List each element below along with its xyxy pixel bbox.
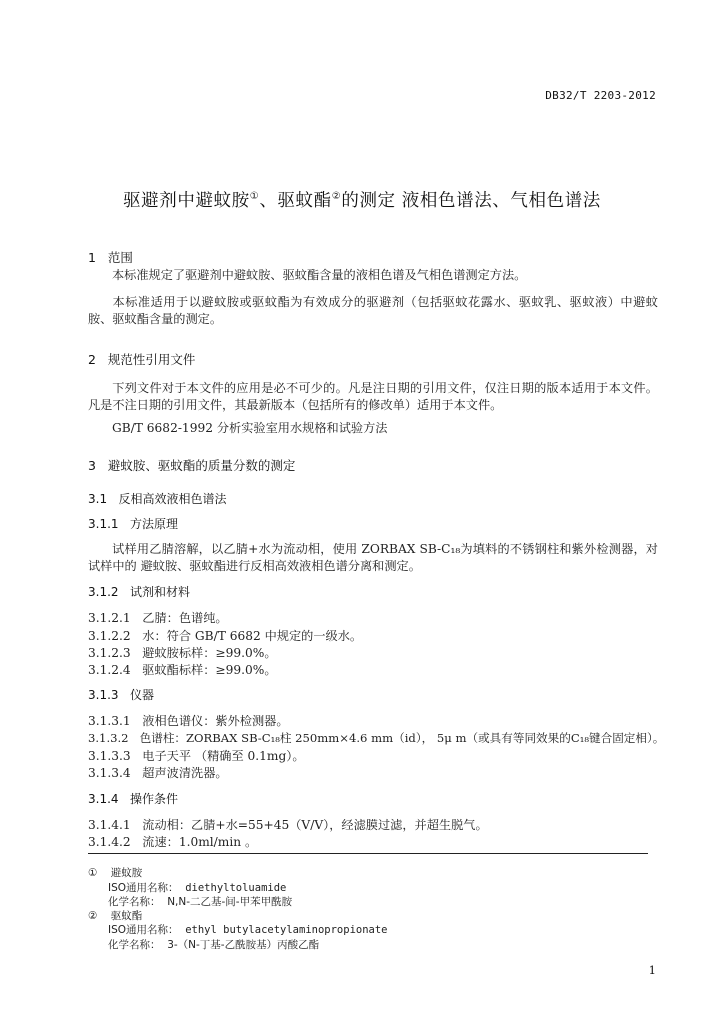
- section-3-1-3-heading: [88, 686, 154, 703]
- iso-label: ISO通用名称：: [108, 882, 179, 894]
- item-text: 液相色谱仪：紫外检测器。: [142, 714, 289, 728]
- section-3-1-4-heading: [88, 790, 178, 807]
- section-3-1-heading: [88, 490, 227, 507]
- item-text: 驱蚊酯标样：≥99.0%。: [142, 663, 277, 677]
- paragraph-text: 本标准规定了驱避剂中避蚊胺、驱蚊酯含量的液相色谱及气相色谱测定方法。: [112, 268, 527, 282]
- page-title: [0, 187, 724, 212]
- section-1-paragraph-1: [88, 267, 658, 284]
- title-part-2: 、驱蚊酯: [259, 191, 332, 211]
- section-title: 避蚊胺、驱蚊酯的质量分数的测定: [107, 458, 296, 473]
- title-part-1: 驱避剂中避蚊胺: [123, 191, 250, 211]
- list-item: [88, 609, 228, 626]
- item-text: 乙腈：色谱纯。: [142, 611, 228, 625]
- section-number: 3.1.1: [88, 517, 119, 531]
- section-1-paragraph-2: [88, 294, 658, 328]
- list-item: [88, 816, 488, 833]
- item-number: 3.1.3.4: [88, 766, 131, 780]
- item-number: 3.1.4.1: [88, 818, 131, 832]
- footnote-2-iso-name: [108, 922, 388, 937]
- section-number: 1: [88, 250, 96, 265]
- footnote-mark: ①: [88, 867, 98, 879]
- footnote-2-chemical-name: [108, 937, 319, 952]
- paragraph-text: 试样用乙腈溶解，以乙腈+水为流动相，使用 ZORBAX SB-C₁₈为填料的不锈钢柱和紫外检测器，对试样中的 避蚊胺、驱蚊酯进行反相高效液相色谱分离和测定。: [88, 542, 658, 573]
- section-title: 范围: [107, 250, 133, 265]
- chem-value: 3-（N-丁基-乙酰胺基）丙酸乙酯: [167, 939, 320, 951]
- paragraph-text: 下列文件对于本文件的应用是必不可少的。凡是注日期的引用文件，仅注日期的版本适用于本文件。凡是不注日期的引用文件，其最新版本（包括所有的修改单）适用于本文件。: [88, 381, 658, 412]
- footnote-separator: [88, 853, 648, 854]
- list-item: [88, 747, 305, 764]
- footnote-ref-2[interactable]: ②: [331, 191, 342, 203]
- item-number: 3.1.3.3: [88, 749, 131, 763]
- section-number: 3.1.4: [88, 792, 119, 806]
- item-text: 水：符合 GB/T 6682 中规定的一级水。: [142, 629, 363, 643]
- section-2-heading: [88, 350, 195, 368]
- list-item: [88, 712, 289, 729]
- section-2-paragraph: [88, 380, 658, 414]
- section-3-1-2-heading: [88, 583, 190, 600]
- section-3-1-1-heading: [88, 515, 178, 532]
- list-item: [88, 661, 277, 678]
- footnote-name: 避蚊胺: [110, 867, 143, 879]
- section-3-heading: [88, 456, 295, 474]
- section-3-1-1-paragraph: [88, 541, 658, 575]
- section-number: 3.1.3: [88, 688, 119, 702]
- item-text: 流速：1.0ml/min 。: [142, 835, 258, 849]
- footnote-1: [88, 865, 142, 880]
- item-text: 色谱柱：ZORBAX SB-C₁₈柱 250mm×4.6 mm（id）， 5μ m（或具有等同效果的C₁₈键合固定相）。: [139, 731, 665, 745]
- item-number: 3.1.3.2: [88, 731, 129, 745]
- iso-value: ethyl butylacetylaminopropionate: [185, 924, 388, 936]
- section-number: 3: [88, 458, 96, 473]
- section-title: 仪器: [130, 688, 155, 702]
- list-item: [88, 764, 228, 781]
- iso-label: ISO通用名称：: [108, 924, 179, 936]
- list-item: [88, 730, 664, 746]
- footnote-1-chemical-name: [108, 894, 292, 909]
- footnote-1-iso-name: [108, 880, 286, 895]
- section-1-heading: [88, 248, 133, 266]
- item-text: 超声波清洗器。: [142, 766, 228, 780]
- section-title: 方法原理: [130, 517, 179, 531]
- section-title: 规范性引用文件: [107, 352, 196, 367]
- section-title: 反相高效液相色谱法: [118, 492, 227, 506]
- normative-reference: GB/T 6682-1992 分析实验室用水规格和试验方法: [112, 421, 388, 435]
- chem-label: 化学名称：: [108, 939, 161, 951]
- item-number: 3.1.3.1: [88, 714, 131, 728]
- item-number: 3.1.2.2: [88, 629, 131, 643]
- item-number: 3.1.2.1: [88, 611, 131, 625]
- chem-label: 化学名称：: [108, 896, 161, 908]
- list-item: [88, 833, 257, 850]
- paragraph-text: 本标准适用于以避蚊胺或驱蚊酯为有效成分的驱避剂（包括驱蚊花露水、驱蚊乳、驱蚊液）中避蚊胺、驱蚊酯含量的测定。: [88, 295, 658, 326]
- item-text: 避蚊胺标样：≥99.0%。: [142, 646, 277, 660]
- document-code: DB32/T 2203-2012: [545, 89, 656, 102]
- item-text: 电子天平 （精确至 0.1mg）。: [142, 749, 305, 763]
- footnote-mark: ②: [88, 910, 98, 922]
- section-title: 操作条件: [130, 792, 179, 806]
- section-number: 2: [88, 352, 96, 367]
- item-text: 流动相：乙腈+水=55+45（V/V），经滤膜过滤，并超生脱气。: [142, 818, 488, 832]
- title-part-3: 的测定 液相色谱法、气相色谱法: [341, 191, 601, 211]
- footnote-2: [88, 908, 142, 923]
- section-number: 3.1: [88, 492, 108, 506]
- item-number: 3.1.2.4: [88, 663, 131, 677]
- footnote-name: 驱蚊酯: [110, 910, 143, 922]
- item-number: 3.1.2.3: [88, 646, 131, 660]
- section-title: 试剂和材料: [130, 585, 191, 599]
- iso-value: diethyltoluamide: [185, 882, 287, 894]
- item-number: 3.1.4.2: [88, 835, 131, 849]
- footnote-ref-1[interactable]: ①: [249, 191, 260, 203]
- page-number: 1: [648, 963, 656, 977]
- list-item: [88, 644, 277, 661]
- chem-value: N,N-二乙基-间-甲苯甲酰胺: [167, 896, 293, 908]
- section-number: 3.1.2: [88, 585, 119, 599]
- list-item: [88, 627, 362, 644]
